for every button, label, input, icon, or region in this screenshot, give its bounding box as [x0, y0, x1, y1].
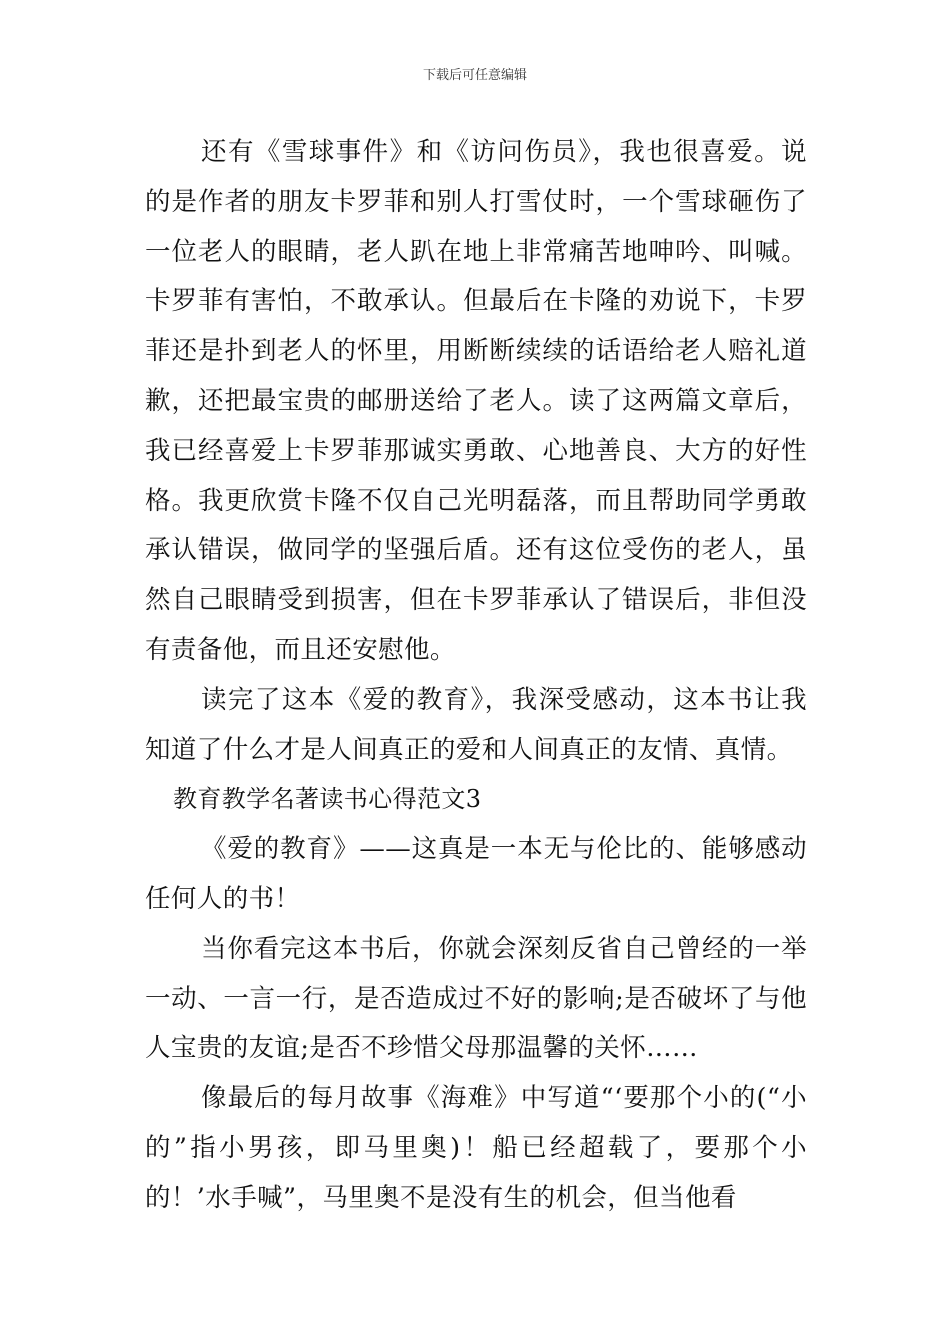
document-body — [145, 128, 807, 1224]
section-heading: 教育教学名著读书心得范文3 — [173, 785, 482, 814]
paragraph-snowball-story: 还有《雪球事件》和《访问伤员》，我也很喜爱。说的是作者的朋友卡罗菲和别人打雪仗时，一个雪球砸伤了一位老人的眼睛，老人趴在地上非常痛苦地呻吟、叫喊。卡罗菲有害怕，不敢承认。但最后在卡隆的劝说下，卡罗菲还是扑到老人的怀里，用断断续续的话语给老人赔礼道歉，还把最宝贵的邮册送给了老人。读了这两篇文章后，我已经喜爱上卡罗菲那诚实勇敢、心地善良、大方的好性格。我更欣赏卡隆不仅自己光明磊落，而且帮助同学勇敢承认错误，做同学的坚强后盾。还有这位受伤的老人，虽然自己眼睛受到损害，但在卡罗菲承认了错误后，非但没有责备他，而且还安慰他。 — [145, 137, 807, 665]
paragraph-reflection: 当你看完这本书后，你就会深刻反省自己曾经的一举一动、一言一行，是否造成过不好的影响;是否破坏了与他人宝贵的友谊;是否不珍惜父母那温馨的关怀…… — [145, 933, 807, 1064]
header-note: 下载后可任意编辑 — [422, 68, 527, 83]
paragraph-intro: 《爱的教育》——这真是一本无与伦比的、能够感动任何人的书！ — [145, 834, 807, 914]
paragraph-conclusion: 读完了这本《爱的教育》，我深受感动，这本书让我知道了什么才是人间真正的爱和人间真正的友情、真情。 — [145, 684, 807, 765]
paragraph-shipwreck: 像最后的每月故事《海难》中写道“‘要那个小的(“小的”指小男孩，即马里奥)！船已经超载了，要那个小的！’水手喊”，马里奥不是没有生的机会，但当他看 — [145, 1083, 807, 1213]
